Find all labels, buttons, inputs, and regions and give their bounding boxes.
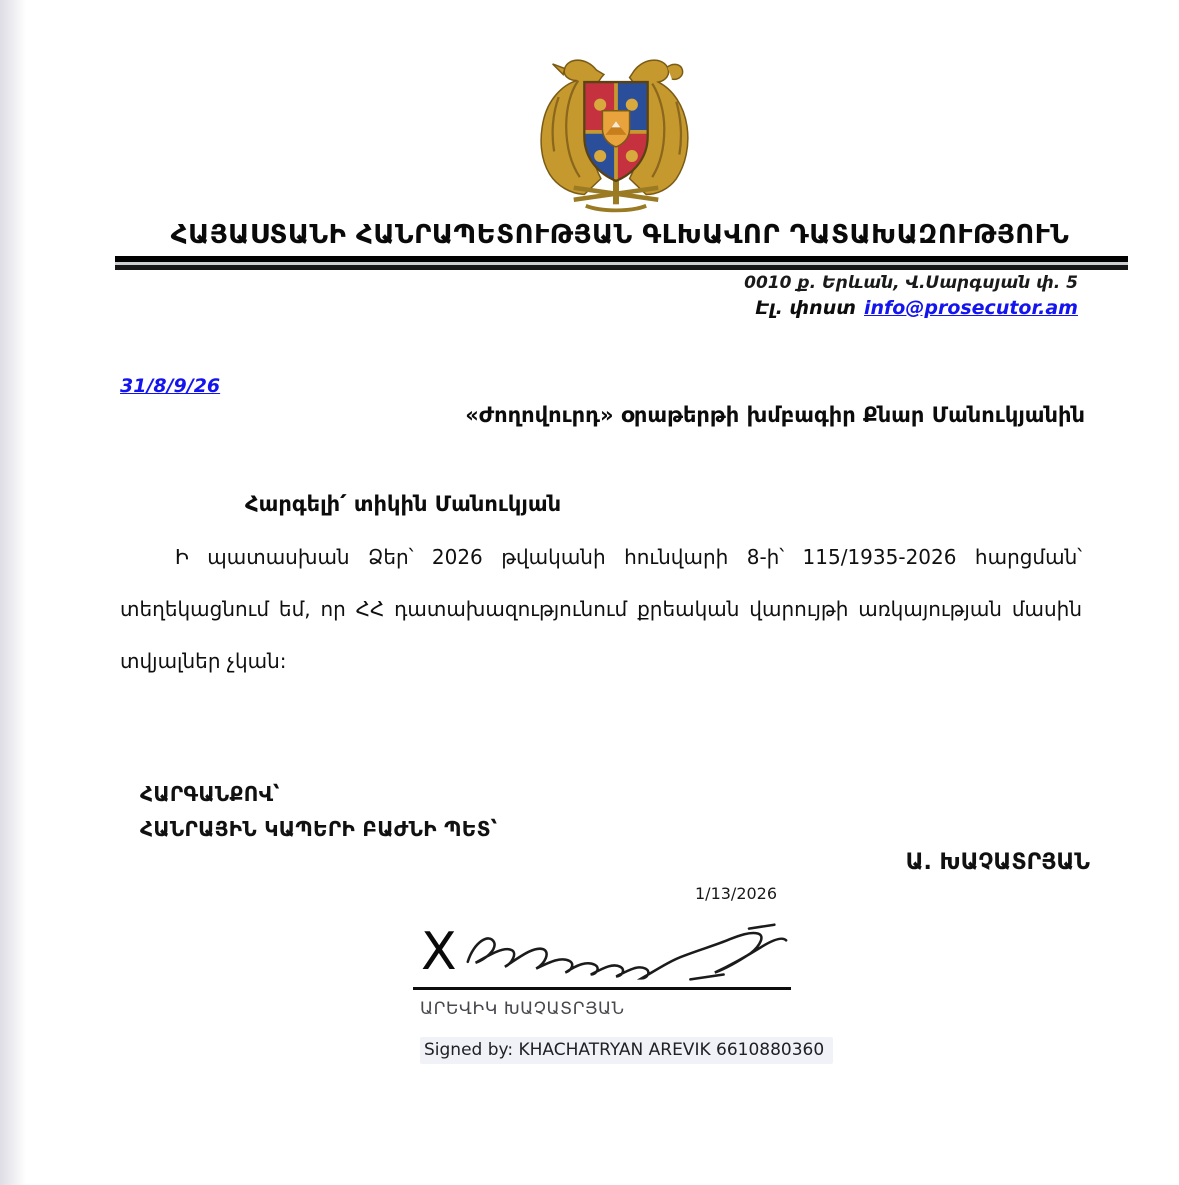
- org-address: 0010 ք. Երևան, Վ.Սարգսյան փ. 5: [744, 273, 1078, 293]
- closing-respectfully: ՀԱՐԳԱՆՔՈՎ՝: [140, 782, 280, 806]
- body-line: տեղեկացնում եմ, որ ՀՀ դատախազությունում քրեական վարույթի առկայության մասին: [120, 597, 1082, 621]
- letter-body: [120, 531, 1082, 687]
- armenia-coat-of-arms-icon: [533, 44, 699, 222]
- addressee-line: «Ժողովուրդ» օրաթերթի խմբագիր Քնար Մանուկյանին: [465, 403, 1085, 427]
- body-line: տվյալներ չկան:: [120, 649, 287, 673]
- scan-page-edge: [0, 0, 26, 1185]
- closing-position-title: ՀԱՆՐԱՅԻՆ ԿԱՊԵՐԻ ԲԱԺՆԻ ՊԵՏ՝: [140, 817, 498, 841]
- signed-by-line: Signed by: KHACHATRYAN AREVIK 6610880360: [420, 1037, 833, 1064]
- reference-number-link[interactable]: 31/8/9/26: [120, 375, 221, 397]
- signature-x-mark: X: [421, 922, 457, 982]
- signature-date: 1/13/2026: [695, 884, 778, 903]
- closing-signer-initials: Ա. ԽԱՉԱՏՐՅԱՆ: [905, 850, 1090, 875]
- letterhead-divider: [115, 256, 1128, 270]
- signer-full-name: ԱՐԵՎԻԿ ԽԱՉԱՏՐՅԱՆ: [420, 999, 625, 1019]
- signature-underline: [413, 987, 791, 990]
- handwritten-signature: [458, 916, 790, 992]
- org-email-row: [755, 297, 1078, 319]
- salutation-line: Հարգելի՛ տիկին Մանուկյան: [245, 492, 562, 516]
- body-line: Ի պատասխան Ձեր՝ 2026 թվականի հունվարի 8-ի՝ 115/1935-2026 հարցման՝: [175, 545, 1082, 569]
- email-link[interactable]: info@prosecutor.am: [863, 297, 1078, 319]
- org-title: ՀԱՅԱՍՏԱՆԻ ՀԱՆՐԱՊԵՏՈՒԹՅԱՆ ԳԼԽԱՎՈՐ ԴԱՏԱԽԱԶՈՒԹՅՈՒՆ: [170, 220, 1070, 250]
- email-label: Էլ. փոստ: [755, 297, 856, 319]
